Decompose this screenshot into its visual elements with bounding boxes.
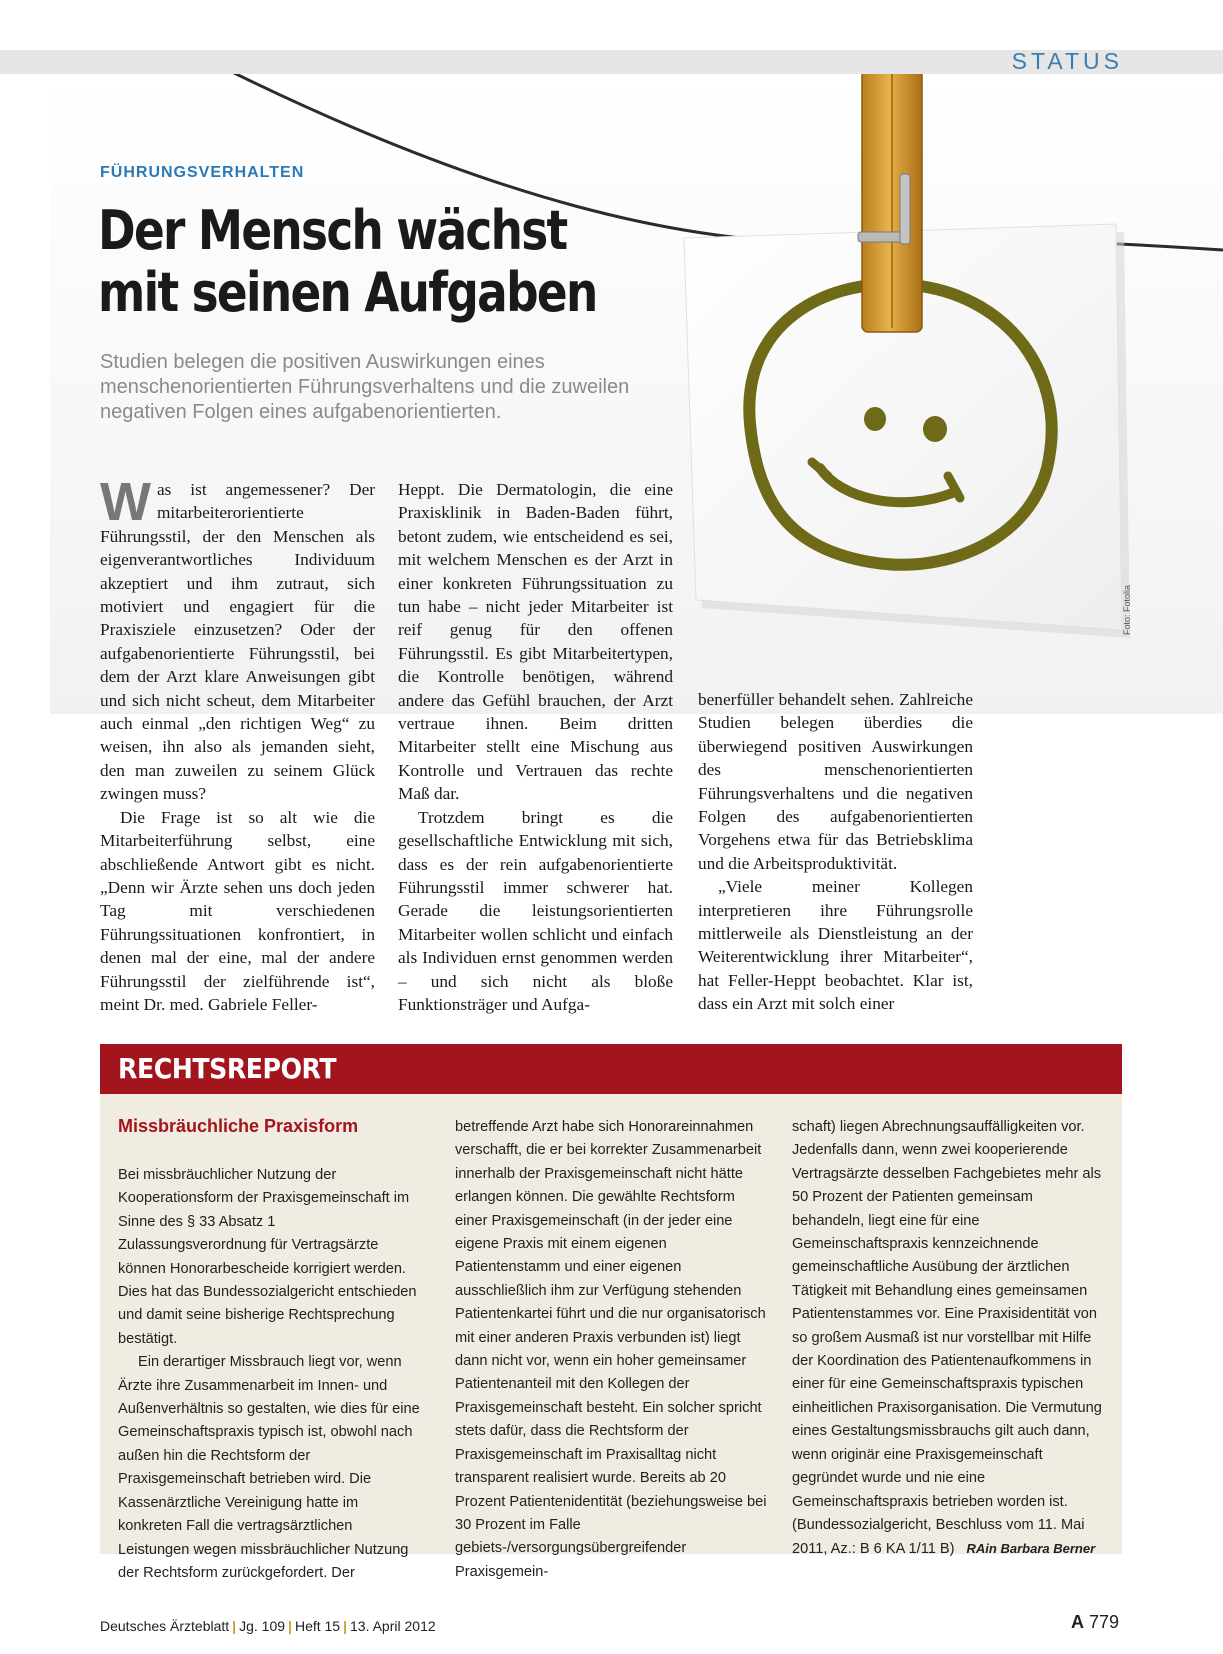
rechtsreport-column-1	[118, 1164, 426, 1585]
rechtsreport-column-2	[455, 1116, 767, 1584]
section-label: STATUS	[1011, 48, 1123, 74]
rechtsreport-text: schaft) liegen Abrechnungsauffälligkeiten vor. Jedenfalls dann, wenn zwei kooperierende Vertragsärzte desselben Fachgebietes mehr als 50 Prozent der Patienten gemeinsam behandeln, liegt eine für eine Gemeinschaftspraxis kennzeichnende gemeinschaftliche Ausübung der ärztlichen Tätigkeit mit Behandlung eines gemeinsamen Patientenstammes vor. Eine Praxisidentität von so großem Ausmaß ist nur vorstellbar mit Hilfe der Koordination des Patientenaufkommens in einer für eine Gemeinschaftspraxis typischen einheitlichen Praxisorganisation. Die Vermutung eines Gestaltungsmissbrauchs gilt auch dann, wenn originär eine Praxisgemeinschaft gegründet wurde und nie eine Gemeinschaftspraxis betrieben worden ist. (Bundessozialgericht, Beschluss vom 11. Mai 2011, Az.: B 6 KA 1/11 B)	[792, 1119, 1102, 1558]
article-column-3	[698, 688, 973, 1016]
rechtsreport-subhead: Missbräuchliche Praxisform	[118, 1116, 359, 1136]
clothespin-icon	[858, 74, 922, 332]
article-column-2	[398, 478, 673, 1016]
footer-publication: Deutsches Ärzteblatt	[100, 1618, 230, 1634]
headline-line-2: mit seinen Aufgaben	[98, 261, 597, 324]
footer-date: 13. April 2012	[350, 1618, 436, 1634]
rechtsreport-paragraph: Ein derartiger Missbrauch liegt vor, wenn Ärzte ihre Zusammenarbeit im Innen- und Außenverhältnis so gestalten, wie dies für eine Gemeinschaftspraxis typisch ist, obwohl nach außen hin die Rechtsform der Praxisgemeinschaft betrieben wird. Die Kassenärztliche Vereinigung hatte im konkreten Fall die vertragsärztlichen Leistungen wegen missbräuchlicher Nutzung der Rechtsform zurückgefordert. Der	[118, 1354, 420, 1581]
rechtsreport-author: RAin Barbara Berner	[966, 1541, 1096, 1557]
page-footer	[100, 1618, 436, 1634]
article-paragraph: Trotzdem bringt es die gesellschaftliche Entwicklung mit sich, dass es der rein aufgabenorientierte Führungsstil immer schwerer hat. Gerade die leistungsorientierten Mitarbeiter wollen schlicht und einfach als Individuen ernst genommen werden – und sich nicht als bloße Funktionsträger und Aufga-	[398, 807, 673, 1014]
drop-cap: W	[100, 472, 151, 532]
rechtsreport-paragraph: Bei missbräuchlicher Nutzung der Kooperationsform der Praxisgemeinschaft im Sinne des § 33 Absatz 1 Zulassungsverordnung für Vertragsärzte können Honorarbescheide korrigiert werden. Dies hat das Bundessozialgericht entschieden und damit seine bisherige Rechtsprechung bestätigt.	[118, 1167, 417, 1347]
rechtsreport-paragraph: betreffende Arzt habe sich Honorareinnahmen verschafft, die er bei korrekter Zusammenarbeit innerhalb der Praxisgemeinschaft nicht hätte erlangen können. Die gewählte Rechtsform einer Praxisgemeinschaft (in der jeder eine eigene Praxis mit einem eigenen Patientenstamm und einer eigenen ausschließlich ihm zur Verfügung stehenden Patientenkartei führt und die nur organisatorisch mit einer anderen Praxis verbunden ist) liegt dann nicht vor, wenn ein hoher gemeinsamer Patientenanteil mit den Kollegen der Praxisgemeinschaft besteht. Ein solcher spricht stets dafür, dass die Rechtsform der Praxisgemeinschaft im Praxisalltag nicht transparent realisiert wurde. Bereits ab 20 Prozent Patientenidentität (beziehungsweise bei 30 Prozent im Falle gebiets-/versorgungsübergreifender Praxisgemein-	[455, 1119, 767, 1580]
rechtsreport-title: RECHTSREPORT	[118, 1052, 337, 1085]
headline-line-1: Der Mensch wächst	[98, 199, 567, 262]
rechtsreport-column-3	[792, 1116, 1102, 1562]
article-headline	[98, 200, 602, 324]
article-paragraph	[100, 472, 375, 806]
footer-separator: |	[343, 1618, 348, 1634]
rechtsreport-box	[100, 1094, 1122, 1581]
footer-issue: Heft 15	[294, 1618, 341, 1634]
photo-credit: Foto: Fotolia	[1122, 584, 1132, 635]
article-paragraph: Heppt. Die Dermatologin, die eine Praxisklinik in Baden-Baden führt, betont zudem, wie entscheidend es sei, mit welchem Menschen es der Arzt in einer konkreten Führungssituation zu tun habe – nicht jeder Mitarbeiter ist reif genug für den offenen Führungsstil. Es gibt Mitarbeitertypen, die Kontrolle benötigen, während andere das Gefühl brauchen, der Arzt vertraue ihnen. Beim dritten Mitarbeiter stellt eine Mischung aus Kontrolle und Vertrauen das rechte Maß dar.	[398, 480, 673, 804]
article-column-1	[100, 472, 375, 1016]
footer-separator: |	[288, 1618, 292, 1634]
footer-volume: Jg. 109	[239, 1618, 286, 1634]
article-deck: Studien belegen die positiven Auswirkungen eines menschenorientierten Führungsverhaltens und die zuweilen negativen Folgen eines aufgabenorientierten.	[100, 351, 630, 423]
footer-separator: |	[232, 1618, 237, 1634]
paragraph-text: as ist angemessener? Der mitarbeiterorientierte Führungsstil, der den Menschen als eigenverantwortliches Individuum akzeptiert und ihm zutraut, sich motiviert und engagiert für die Praxisziele einzusetzen? Oder der aufgabenorientierte Führungsstil, bei dem der Arzt klare Anweisungen gibt und sich nicht scheut, dem Mitarbeiter auch einmal „den richtigen Weg“ zu weisen, ihn also als jemanden sieht, den man zuweilen zu seinem Glück zwingen muss?	[100, 480, 375, 804]
article-paragraph: Die Frage ist so alt wie die Mitarbeiterführung selbst, eine abschließende Antwort gibt es nicht. „Denn wir Ärzte sehen uns doch jeden Tag mit verschiedenen Führungssituationen konfrontiert, in denen mal der eine, mal der andere Führungsstil der zielführende ist“, meint Dr. med. Gabriele Feller-	[100, 807, 375, 1014]
page-number-value: 779	[1088, 1612, 1119, 1632]
rechtsreport-paragraph	[792, 1116, 1102, 1562]
page-prefix: A	[1070, 1612, 1084, 1632]
rechtsreport-header	[100, 1044, 1122, 1094]
article-kicker: FÜHRUNGSVERHALTEN	[100, 164, 305, 181]
article-paragraph: benerfüller behandelt sehen. Zahlreiche Studien belegen überdies die überwiegend positiven Auswirkungen des menschenorientierten Führungsverhaltens und die negativen Folgen des aufgabenorientierten Vorgehens etwa für das Betriebsklima und die Arbeitsproduktivität.	[698, 690, 973, 873]
page-number	[1071, 1612, 1119, 1633]
article-paragraph: „Viele meiner Kollegen interpretieren ihre Führungsrolle mittlerweile als Dienstleistung an der Weiterentwicklung ihrer Mitarbeiter“, hat Feller-Heppt beobachtet. Klar ist, dass ein Arzt mit solch einer	[698, 877, 973, 1014]
